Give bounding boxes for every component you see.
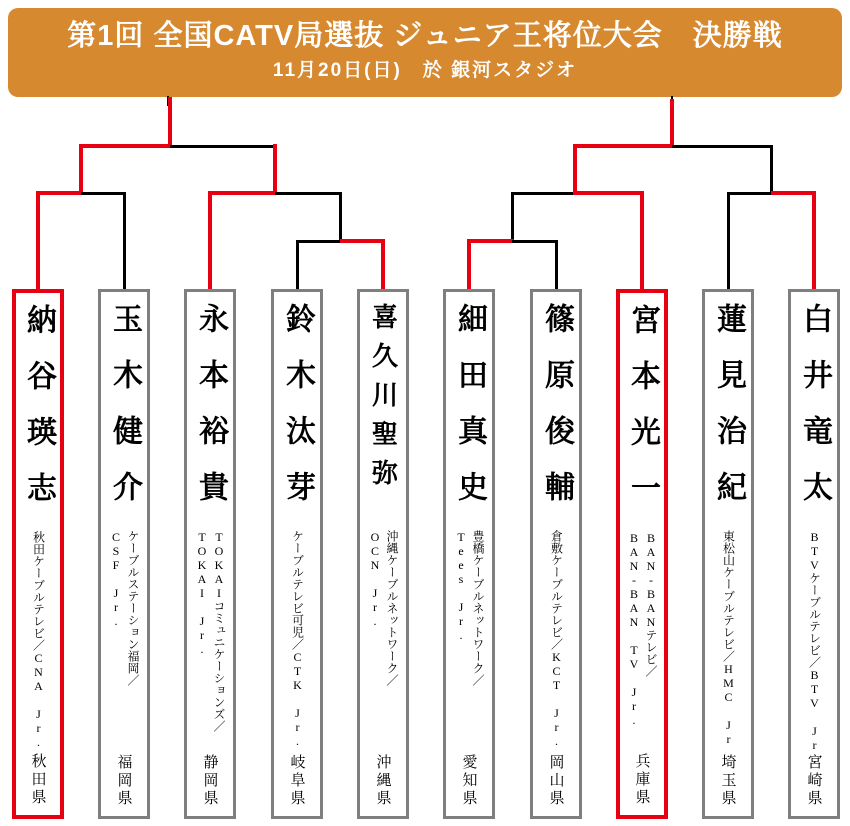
affiliation-column: BTVケーブルテレビ／BTV Jr. [807, 530, 822, 766]
affiliation-column: BAN-BAN TV Jr. [627, 531, 641, 727]
affiliation-column: ケーブルステーション福岡／ [126, 530, 140, 686]
player-affiliation [101, 530, 147, 768]
bracket-line [275, 192, 342, 195]
affiliation-column: BAN-BANテレビ／ [644, 531, 658, 677]
bracket-line [381, 239, 385, 289]
bracket-line [573, 144, 674, 148]
affiliation-column: 豊橋ケーブルネットワーク／ [471, 530, 485, 686]
player-box-4 [271, 289, 323, 819]
bracket-line [555, 240, 558, 289]
player-prefecture: 岐阜県 [288, 754, 305, 808]
bracket-line [208, 191, 277, 195]
player-box-9 [702, 289, 754, 819]
player-name: 蓮見治紀 [712, 303, 745, 527]
affiliation-column: ケーブルテレビ可児／CTK Jr. [290, 530, 305, 748]
affiliation-column: 倉敷ケーブルテレビ／KCT Jr. [549, 530, 564, 748]
bracket-line [573, 144, 577, 195]
player-name: 納谷瑛志 [22, 304, 55, 528]
bracket-line [36, 191, 40, 289]
affiliation-column: 秋田ケーブルテレビ／CNA Jr. [31, 531, 46, 749]
player-prefecture: 静岡県 [201, 754, 218, 808]
page-title: 第1回 全国CATV局選抜 ジュニア王将位大会 決勝戦 [67, 20, 783, 52]
affiliation-column: 東松山ケーブルテレビ／HMC Jr. [721, 530, 736, 760]
player-name: 玉木健介 [108, 303, 141, 527]
player-affiliation [187, 530, 233, 768]
bracket-line [296, 240, 342, 243]
player-name: 宮本光一 [626, 304, 659, 528]
bracket-line [296, 240, 299, 289]
bracket-line [770, 145, 773, 195]
player-name: 永本裕貴 [194, 303, 227, 527]
header-banner [8, 8, 842, 97]
player-affiliation [16, 531, 60, 769]
bracket-line [771, 191, 816, 195]
bracket-line [640, 191, 644, 289]
player-affiliation [274, 530, 320, 768]
bracket-line [511, 192, 577, 195]
bracket-line [81, 192, 126, 195]
player-box-2 [98, 289, 150, 819]
player-box-7 [530, 289, 582, 819]
bracket-line [727, 192, 730, 289]
bracket-line [36, 191, 83, 195]
bracket-line [573, 191, 644, 195]
player-name: 白井竜太 [798, 303, 831, 527]
player-box-6 [443, 289, 495, 819]
bracket-line [79, 144, 172, 148]
player-box-8 [616, 289, 668, 819]
player-prefecture: 福岡県 [115, 754, 132, 808]
bracket-line [273, 144, 277, 195]
affiliation-column: 沖縄ケーブルネットワーク／ [385, 530, 399, 686]
player-box-1 [12, 289, 64, 819]
player-affiliation [533, 530, 579, 768]
player-name: 篠原俊輔 [540, 303, 573, 527]
bracket-line [672, 145, 773, 148]
player-box-10 [788, 289, 840, 819]
player-prefecture: 埼玉県 [719, 754, 736, 808]
bracket-line [123, 192, 126, 289]
player-affiliation [360, 530, 406, 768]
bracket-line [467, 239, 514, 243]
page-subtitle: 11月20日(日) 於 銀河スタジオ [272, 60, 578, 81]
player-name: 喜久川聖弥 [368, 303, 398, 498]
bracket-line [170, 145, 277, 148]
bracket-line [168, 97, 172, 148]
player-affiliation [620, 531, 664, 769]
bracket-line [512, 240, 558, 243]
affiliation-column: OCN Jr. [368, 530, 382, 628]
affiliation-column: Tees Jr. [454, 530, 468, 642]
player-box-3 [184, 289, 236, 819]
player-affiliation [446, 530, 492, 768]
bracket-line [339, 192, 342, 243]
player-name: 鈴木汰芽 [281, 303, 314, 527]
player-prefecture: 宮崎県 [805, 754, 822, 808]
bracket-line [812, 191, 816, 289]
bracket-line [79, 144, 83, 195]
bracket-line [670, 99, 674, 148]
player-name: 細田真史 [453, 303, 486, 527]
player-prefecture: 岡山県 [547, 754, 564, 808]
affiliation-column: CSF Jr. [109, 530, 123, 628]
bracket-line [208, 191, 212, 289]
player-box-5 [357, 289, 409, 819]
bracket-line [467, 239, 471, 289]
player-prefecture: 秋田県 [29, 753, 46, 807]
player-affiliation [791, 530, 837, 768]
bracket-line [340, 239, 385, 243]
affiliation-column: TOKAIコミュニケーションズ／ [212, 530, 226, 732]
player-affiliation [705, 530, 751, 768]
player-prefecture: 沖縄県 [374, 754, 391, 808]
player-prefecture: 兵庫県 [633, 753, 650, 807]
bracket-line [511, 192, 514, 243]
affiliation-column: TOKAI Jr. [195, 530, 209, 656]
player-prefecture: 愛知県 [460, 754, 477, 808]
bracket-line [727, 192, 773, 195]
